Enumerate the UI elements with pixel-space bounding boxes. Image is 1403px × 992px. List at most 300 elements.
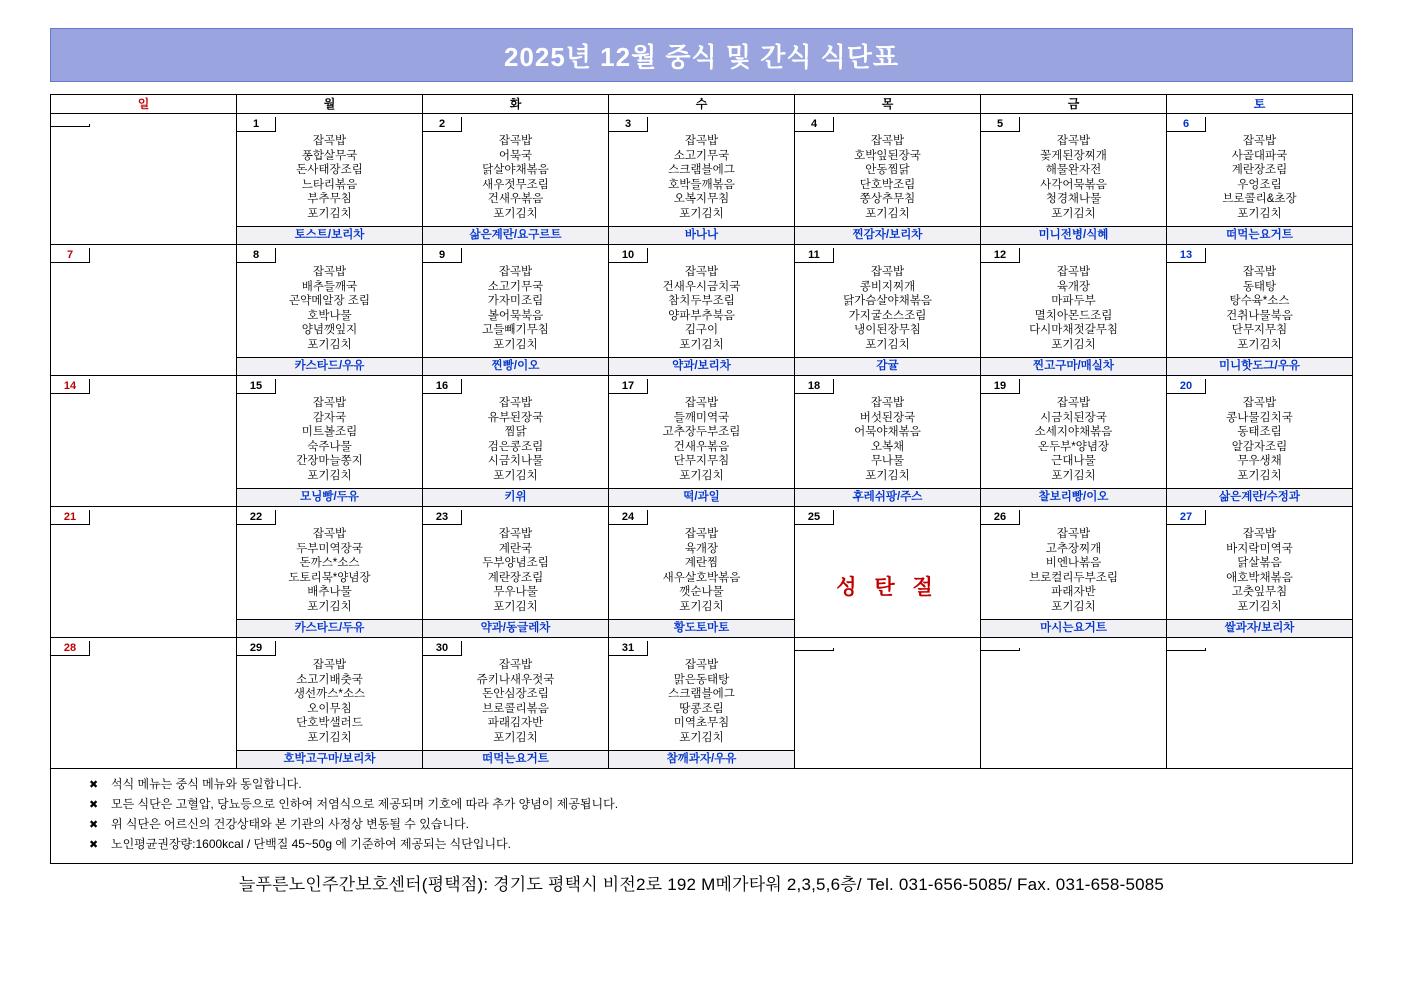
menu-list bbox=[237, 525, 422, 614]
menu-list bbox=[981, 132, 1166, 221]
snack-label: 떡/과일 bbox=[609, 488, 794, 506]
menu-item: 포기김치 bbox=[493, 469, 538, 482]
menu-item: 포기김치 bbox=[493, 600, 538, 613]
menu-item: 잡곡밥 bbox=[684, 659, 719, 671]
menu-item: 시금치된장국 bbox=[1040, 411, 1107, 424]
menu-item: 건새우볶음 bbox=[487, 193, 544, 205]
menu-item: 도토리묵*양념장 bbox=[288, 571, 371, 584]
menu-item: 동태조림 bbox=[1237, 426, 1282, 438]
menu-item: 포기김치 bbox=[1051, 207, 1096, 220]
menu-item: 잡곡밥 bbox=[1242, 528, 1277, 540]
menu-item: 오이무침 bbox=[307, 702, 352, 715]
snack-label: 약과/동글레차 bbox=[423, 619, 608, 637]
menu-list bbox=[1167, 525, 1352, 614]
weekday-header-fri: 금 bbox=[981, 95, 1167, 114]
day-number: 13 bbox=[1167, 248, 1206, 263]
day-cell bbox=[609, 507, 795, 638]
day-number: 28 bbox=[51, 641, 90, 656]
calendar-week-row bbox=[51, 507, 1353, 638]
menu-item: 배추나물 bbox=[307, 586, 352, 598]
menu-item: 포기김치 bbox=[865, 469, 910, 482]
menu-item: 잡곡밥 bbox=[684, 266, 719, 278]
weekday-header-row bbox=[51, 95, 1353, 114]
day-number: 15 bbox=[237, 379, 276, 394]
menu-item: 포기김치 bbox=[493, 207, 538, 220]
snack-label: 마시는요거트 bbox=[981, 619, 1166, 637]
day-cell bbox=[1167, 638, 1353, 769]
day-cell bbox=[237, 638, 423, 769]
menu-item: 잡곡밥 bbox=[870, 135, 905, 147]
menu-list bbox=[423, 656, 608, 745]
menu-item: 무우나물 bbox=[493, 586, 538, 598]
snack-label: 카스타드/우유 bbox=[237, 357, 422, 375]
menu-item: 우엉조림 bbox=[1237, 178, 1282, 191]
menu-item: 탕수육*소스 bbox=[1229, 295, 1290, 307]
note-text: 위 식단은 어르신의 건강상태와 본 기관의 사정상 변동될 수 있습니다. bbox=[111, 817, 469, 831]
menu-item: 양념깻잎지 bbox=[301, 324, 358, 336]
menu-item: 소고기무국 bbox=[673, 149, 730, 162]
menu-list bbox=[609, 263, 794, 352]
day-number bbox=[795, 648, 834, 651]
menu-item: 퐁합살무국 bbox=[301, 149, 358, 162]
menu-item: 포기김치 bbox=[493, 338, 538, 351]
menu-item: 잡곡밥 bbox=[312, 528, 347, 540]
menu-item: 무나물 bbox=[870, 455, 905, 467]
menu-list bbox=[981, 394, 1166, 483]
day-number: 19 bbox=[981, 379, 1020, 394]
menu-item: 잡곡밥 bbox=[1056, 135, 1091, 147]
menu-item: 볼어묵북음 bbox=[487, 309, 544, 322]
weekday-header-wed: 수 bbox=[609, 95, 795, 114]
menu-item: 잡곡밥 bbox=[312, 266, 347, 278]
menu-item: 닭살볶음 bbox=[1237, 557, 1282, 569]
day-number bbox=[1167, 648, 1206, 651]
menu-item: 양파부추북음 bbox=[668, 309, 735, 322]
menu-item: 마파두부 bbox=[1051, 295, 1096, 307]
menu-list bbox=[1167, 263, 1352, 352]
page-title: 2025년 12월 중식 및 간식 식단표 bbox=[503, 41, 900, 72]
menu-list bbox=[237, 394, 422, 483]
day-cell bbox=[237, 376, 423, 507]
day-number: 1 bbox=[237, 117, 276, 132]
menu-list bbox=[981, 525, 1166, 614]
day-number: 25 bbox=[795, 510, 834, 525]
footer-contact: 늘푸른노인주간보호센터(평택점): 경기도 평택시 비전2로 192 M메가타워 2,3,5,6층/ Tel. 031-656-5085/ Fax. 031-658-5085 bbox=[238, 875, 1165, 894]
menu-item: 미역초무침 bbox=[673, 717, 730, 729]
day-number: 7 bbox=[51, 248, 90, 263]
day-number: 6 bbox=[1167, 117, 1206, 132]
menu-item: 포기김치 bbox=[1051, 338, 1096, 351]
menu-item: 검은콩조림 bbox=[487, 440, 544, 453]
menu-item: 느타리볶음 bbox=[301, 178, 358, 191]
menu-list bbox=[795, 394, 980, 483]
day-number: 26 bbox=[981, 510, 1020, 525]
day-cell bbox=[609, 638, 795, 769]
menu-item: 포기김치 bbox=[679, 731, 724, 744]
menu-item: 잡곡밥 bbox=[1056, 266, 1091, 278]
snack-label: 미니핫도그/우유 bbox=[1167, 357, 1352, 375]
calendar-table bbox=[50, 94, 1353, 769]
menu-item: 건새우볶음 bbox=[673, 440, 730, 453]
snack-label: 감귤 bbox=[795, 357, 980, 375]
menu-item: 바지락미역국 bbox=[1226, 542, 1293, 555]
menu-list bbox=[1167, 394, 1352, 483]
day-number: 4 bbox=[795, 117, 834, 132]
menu-item: 포기김치 bbox=[679, 338, 724, 351]
day-cell bbox=[423, 245, 609, 376]
menu-item: 잡곡밥 bbox=[1242, 135, 1277, 147]
day-number bbox=[51, 124, 90, 127]
menu-list bbox=[1167, 132, 1352, 221]
day-cell bbox=[237, 245, 423, 376]
menu-item: 가자미조림 bbox=[487, 295, 544, 307]
notes-section bbox=[50, 769, 1353, 864]
menu-item: 땅콩조림 bbox=[679, 702, 724, 715]
day-cell bbox=[51, 245, 237, 376]
menu-item: 잡곡밥 bbox=[498, 397, 533, 409]
day-number: 11 bbox=[795, 248, 834, 263]
menu-item: 고춧잎무침 bbox=[1231, 586, 1288, 598]
day-number: 30 bbox=[423, 641, 462, 656]
day-number: 8 bbox=[237, 248, 276, 263]
snack-label: 찐고구마/매실차 bbox=[981, 357, 1166, 375]
day-cell bbox=[1167, 245, 1353, 376]
day-number: 23 bbox=[423, 510, 462, 525]
menu-item: 알감자조림 bbox=[1231, 440, 1288, 453]
weekday-header-sat: 토 bbox=[1167, 95, 1353, 114]
calendar-week-row bbox=[51, 114, 1353, 245]
menu-list bbox=[237, 656, 422, 745]
day-cell bbox=[423, 376, 609, 507]
day-cell bbox=[51, 507, 237, 638]
menu-item: 고추장두부조림 bbox=[662, 426, 741, 438]
snack-label: 쌀과자/보리차 bbox=[1167, 619, 1352, 637]
menu-item: 포기김치 bbox=[1237, 207, 1282, 220]
menu-item: 시금치나물 bbox=[487, 455, 544, 467]
menu-item: 호박잎된장국 bbox=[854, 149, 921, 162]
menu-item: 들깨미역국 bbox=[673, 411, 730, 424]
menu-item: 소세지야채볶음 bbox=[1034, 426, 1113, 438]
menu-item: 동태탕 bbox=[1242, 280, 1277, 293]
menu-item: 쫑상추무침 bbox=[859, 193, 916, 205]
snack-label: 참깨과자/우유 bbox=[609, 750, 794, 768]
day-number: 22 bbox=[237, 510, 276, 525]
menu-item: 유부된장국 bbox=[487, 411, 544, 424]
day-number: 16 bbox=[423, 379, 462, 394]
menu-item: 해물완자전 bbox=[1045, 164, 1102, 176]
note-item bbox=[89, 795, 1352, 815]
note-item bbox=[89, 815, 1352, 835]
menu-item: 온두부*양념장 bbox=[1037, 440, 1110, 453]
menu-item: 배추들깨국 bbox=[301, 280, 358, 293]
day-number: 17 bbox=[609, 379, 648, 394]
note-text: 석식 메뉴는 중식 메뉴와 동일합니다. bbox=[111, 777, 302, 791]
menu-item: 육개장 bbox=[684, 542, 719, 555]
menu-item: 어묵국 bbox=[498, 149, 533, 162]
menu-item: 포기김치 bbox=[307, 469, 352, 482]
menu-item: 잡곡밥 bbox=[498, 659, 533, 671]
snack-label: 삶은계란/요구르트 bbox=[423, 226, 608, 244]
menu-list bbox=[237, 132, 422, 221]
menu-list bbox=[609, 525, 794, 614]
menu-item: 단호박샐러드 bbox=[296, 717, 363, 729]
note-text: 모든 식단은 고혈압, 당뇨등으로 인하여 저염식으로 제공되며 기호에 따라 추가 양념이 제공됩니다. bbox=[111, 797, 619, 811]
menu-item: 닭가슴살야채볶음 bbox=[843, 295, 932, 307]
day-cell bbox=[795, 507, 981, 638]
day-number: 3 bbox=[609, 117, 648, 132]
menu-item: 잡곡밥 bbox=[1242, 266, 1277, 278]
menu-item: 곤약메알장 조림 bbox=[289, 295, 370, 307]
note-text: 노인평균권장량:1600kcal / 단백질 45~50g 에 기준하여 제공되는 식단입니다. bbox=[111, 837, 511, 851]
menu-item: 두부양념조림 bbox=[482, 557, 549, 569]
day-number: 10 bbox=[609, 248, 648, 263]
snack-label: 삶은계란/수정과 bbox=[1167, 488, 1352, 506]
snack-label: 황도토마토 bbox=[609, 619, 794, 637]
menu-item: 포기김치 bbox=[1237, 338, 1282, 351]
calendar-week-row bbox=[51, 376, 1353, 507]
menu-item: 사골대파국 bbox=[1231, 149, 1288, 162]
menu-item: 안동찜닭 bbox=[865, 164, 910, 176]
snack-label: 바나나 bbox=[609, 226, 794, 244]
snack-label: 키위 bbox=[423, 488, 608, 506]
menu-item: 생선까스*소스 bbox=[293, 688, 366, 700]
menu-list bbox=[795, 132, 980, 221]
menu-item: 비엔나볶음 bbox=[1045, 557, 1102, 569]
day-cell bbox=[981, 114, 1167, 245]
menu-item: 멸치아몬드조림 bbox=[1034, 309, 1113, 322]
menu-item: 깻순나물 bbox=[679, 586, 724, 598]
snack-label: 약과/보리차 bbox=[609, 357, 794, 375]
menu-item: 소고기배춧국 bbox=[296, 673, 363, 686]
menu-list bbox=[609, 394, 794, 483]
day-cell bbox=[795, 245, 981, 376]
note-bullet-icon: ✖ bbox=[89, 779, 99, 791]
menu-item: 단호박조림 bbox=[859, 178, 916, 191]
menu-item: 돈안심장조림 bbox=[482, 688, 549, 700]
menu-list bbox=[423, 525, 608, 614]
menu-item: 포기김치 bbox=[679, 600, 724, 613]
holiday-label: 성 탄 절 bbox=[836, 576, 939, 599]
note-item bbox=[89, 835, 1352, 855]
menu-item: 잡곡밥 bbox=[312, 659, 347, 671]
menu-item: 잡곡밥 bbox=[1242, 397, 1277, 409]
menu-item: 잡곡밥 bbox=[684, 528, 719, 540]
menu-item: 포기김치 bbox=[493, 731, 538, 744]
menu-item: 건새우시금치국 bbox=[662, 280, 741, 293]
menu-item: 쥬키나새우젓국 bbox=[476, 673, 555, 686]
menu-item: 닭살야채볶음 bbox=[482, 164, 549, 176]
menu-item: 어묵야채볶음 bbox=[854, 426, 921, 438]
snack-label: 호박고구마/보리차 bbox=[237, 750, 422, 768]
menu-item: 간장마늘쫑지 bbox=[296, 455, 363, 467]
menu-item: 잡곡밥 bbox=[1056, 528, 1091, 540]
menu-item: 포기김치 bbox=[679, 207, 724, 220]
menu-list bbox=[795, 263, 980, 352]
snack-label: 토스트/보리차 bbox=[237, 226, 422, 244]
snack-label: 찐빵/이오 bbox=[423, 357, 608, 375]
day-cell bbox=[423, 507, 609, 638]
menu-item: 미트볼조림 bbox=[301, 426, 358, 438]
calendar-week-row bbox=[51, 638, 1353, 769]
menu-item: 청경채나물 bbox=[1045, 193, 1102, 205]
snack-label: 찐감자/보리차 bbox=[795, 226, 980, 244]
menu-item: 포기김치 bbox=[307, 207, 352, 220]
day-number: 27 bbox=[1167, 510, 1206, 525]
menu-item: 파래김자반 bbox=[487, 717, 544, 729]
day-number: 14 bbox=[51, 379, 90, 394]
day-number: 18 bbox=[795, 379, 834, 394]
menu-item: 잡곡밥 bbox=[498, 528, 533, 540]
menu-item: 애호박채볶음 bbox=[1226, 571, 1293, 584]
note-bullet-icon: ✖ bbox=[89, 799, 99, 811]
menu-item: 무우생채 bbox=[1237, 455, 1282, 467]
day-number: 12 bbox=[981, 248, 1020, 263]
menu-item: 포기김치 bbox=[307, 731, 352, 744]
menu-item: 잡곡밥 bbox=[684, 135, 719, 147]
menu-item: 브로콜리&초장 bbox=[1222, 193, 1297, 205]
menu-item: 잡곡밥 bbox=[1056, 397, 1091, 409]
menu-item: 김구이 bbox=[684, 324, 719, 336]
weekday-header-mon: 월 bbox=[237, 95, 423, 114]
snack-label: 후레쉬팡/주스 bbox=[795, 488, 980, 506]
menu-item: 잡곡밥 bbox=[498, 135, 533, 147]
snack-label: 찰보리빵/이오 bbox=[981, 488, 1166, 506]
menu-list bbox=[423, 263, 608, 352]
menu-item: 포기김치 bbox=[865, 338, 910, 351]
menu-item: 잡곡밥 bbox=[870, 397, 905, 409]
snack-label: 카스타드/두유 bbox=[237, 619, 422, 637]
menu-item: 포기김치 bbox=[307, 338, 352, 351]
page-title-bar bbox=[50, 28, 1353, 82]
menu-item: 포기김치 bbox=[1237, 469, 1282, 482]
day-cell bbox=[609, 376, 795, 507]
day-cell bbox=[51, 376, 237, 507]
menu-item: 브로콜리볶음 bbox=[482, 702, 549, 715]
menu-item: 오복지무침 bbox=[673, 193, 730, 205]
menu-list bbox=[423, 394, 608, 483]
day-cell bbox=[609, 114, 795, 245]
menu-item: 새우살호박볶음 bbox=[662, 571, 741, 584]
menu-item: 잡곡밥 bbox=[498, 266, 533, 278]
menu-list bbox=[609, 132, 794, 221]
menu-item: 부추무침 bbox=[307, 193, 352, 205]
day-number: 2 bbox=[423, 117, 462, 132]
menu-item: 찜닭 bbox=[504, 426, 527, 438]
weekday-header-sun: 일 bbox=[51, 95, 237, 114]
day-number: 9 bbox=[423, 248, 462, 263]
menu-item: 냉이된장무침 bbox=[854, 324, 921, 336]
weekday-header-tue: 화 bbox=[423, 95, 609, 114]
day-cell bbox=[51, 638, 237, 769]
menu-item: 숙주나물 bbox=[307, 440, 352, 453]
menu-item: 사각어묵볶음 bbox=[1040, 178, 1107, 191]
menu-item: 콩나물김치국 bbox=[1226, 411, 1293, 424]
menu-item: 브로컬리두부조림 bbox=[1029, 571, 1118, 584]
menu-item: 호박들깨볶음 bbox=[668, 178, 735, 191]
menu-item: 건취나물북음 bbox=[1226, 309, 1293, 322]
menu-item: 포기김치 bbox=[865, 207, 910, 220]
menu-item: 오복채 bbox=[870, 440, 905, 453]
menu-item: 단무지무침 bbox=[1231, 324, 1288, 336]
menu-item: 돈사태장조림 bbox=[296, 164, 363, 176]
day-cell bbox=[237, 114, 423, 245]
menu-item: 잡곡밥 bbox=[312, 397, 347, 409]
menu-item: 포기김치 bbox=[1051, 600, 1096, 613]
menu-item: 돈까스*소스 bbox=[299, 557, 360, 569]
menu-item: 파래자반 bbox=[1051, 586, 1096, 598]
snack-label: 미니전병/식혜 bbox=[981, 226, 1166, 244]
calendar-week-row bbox=[51, 245, 1353, 376]
menu-item: 계란장조림 bbox=[1231, 164, 1288, 176]
day-cell bbox=[981, 507, 1167, 638]
note-bullet-icon: ✖ bbox=[89, 839, 99, 851]
day-cell bbox=[981, 245, 1167, 376]
day-number: 24 bbox=[609, 510, 648, 525]
menu-item: 꽃게된장찌개 bbox=[1040, 149, 1107, 162]
menu-item: 호박나물 bbox=[307, 309, 352, 322]
day-number bbox=[981, 648, 1020, 651]
day-number: 21 bbox=[51, 510, 90, 525]
note-item bbox=[89, 775, 1352, 795]
menu-item: 맑은동태탕 bbox=[673, 673, 730, 686]
day-cell bbox=[795, 638, 981, 769]
menu-item: 콩비지찌개 bbox=[859, 280, 916, 293]
menu-item: 새우젓무조림 bbox=[482, 178, 549, 191]
menu-item: 참치두부조림 bbox=[668, 295, 735, 307]
day-cell bbox=[795, 376, 981, 507]
menu-item: 가지굴소스조림 bbox=[848, 309, 927, 322]
menu-item: 포기김치 bbox=[1237, 600, 1282, 613]
day-cell bbox=[1167, 376, 1353, 507]
snack-label: 떠먹는요거트 bbox=[423, 750, 608, 768]
menu-item: 계란장조림 bbox=[487, 571, 544, 584]
day-number: 29 bbox=[237, 641, 276, 656]
menu-item: 두부미역장국 bbox=[296, 542, 363, 555]
menu-item: 소고기무국 bbox=[487, 280, 544, 293]
snack-label: 모닝빵/두유 bbox=[237, 488, 422, 506]
menu-item: 스크램블에그 bbox=[668, 688, 735, 700]
day-cell bbox=[423, 114, 609, 245]
calendar-body bbox=[51, 114, 1353, 769]
menu-item: 고들빼기무침 bbox=[482, 324, 549, 336]
menu-item: 잡곡밥 bbox=[870, 266, 905, 278]
menu-item: 스크램블에그 bbox=[668, 164, 735, 176]
menu-item: 고추장찌개 bbox=[1045, 542, 1102, 555]
menu-item: 계란찜 bbox=[684, 557, 719, 569]
menu-item: 근대나물 bbox=[1051, 455, 1096, 467]
menu-list bbox=[423, 132, 608, 221]
menu-item: 포기김치 bbox=[1051, 469, 1096, 482]
menu-list bbox=[237, 263, 422, 352]
day-cell bbox=[1167, 507, 1353, 638]
day-cell bbox=[981, 638, 1167, 769]
menu-item: 계란국 bbox=[498, 542, 533, 555]
menu-item: 육개장 bbox=[1056, 280, 1091, 293]
menu-item: 잡곡밥 bbox=[684, 397, 719, 409]
day-cell bbox=[981, 376, 1167, 507]
menu-list bbox=[609, 656, 794, 745]
menu-item: 포기김치 bbox=[679, 469, 724, 482]
day-cell bbox=[423, 638, 609, 769]
snack-label: 떠먹는요거트 bbox=[1167, 226, 1352, 244]
day-number: 31 bbox=[609, 641, 648, 656]
menu-item: 버섯된장국 bbox=[859, 411, 916, 424]
menu-item: 단무지무침 bbox=[673, 455, 730, 467]
day-cell bbox=[795, 114, 981, 245]
menu-list bbox=[981, 263, 1166, 352]
day-cell bbox=[1167, 114, 1353, 245]
menu-item: 다시마채젓갈무침 bbox=[1029, 324, 1118, 336]
